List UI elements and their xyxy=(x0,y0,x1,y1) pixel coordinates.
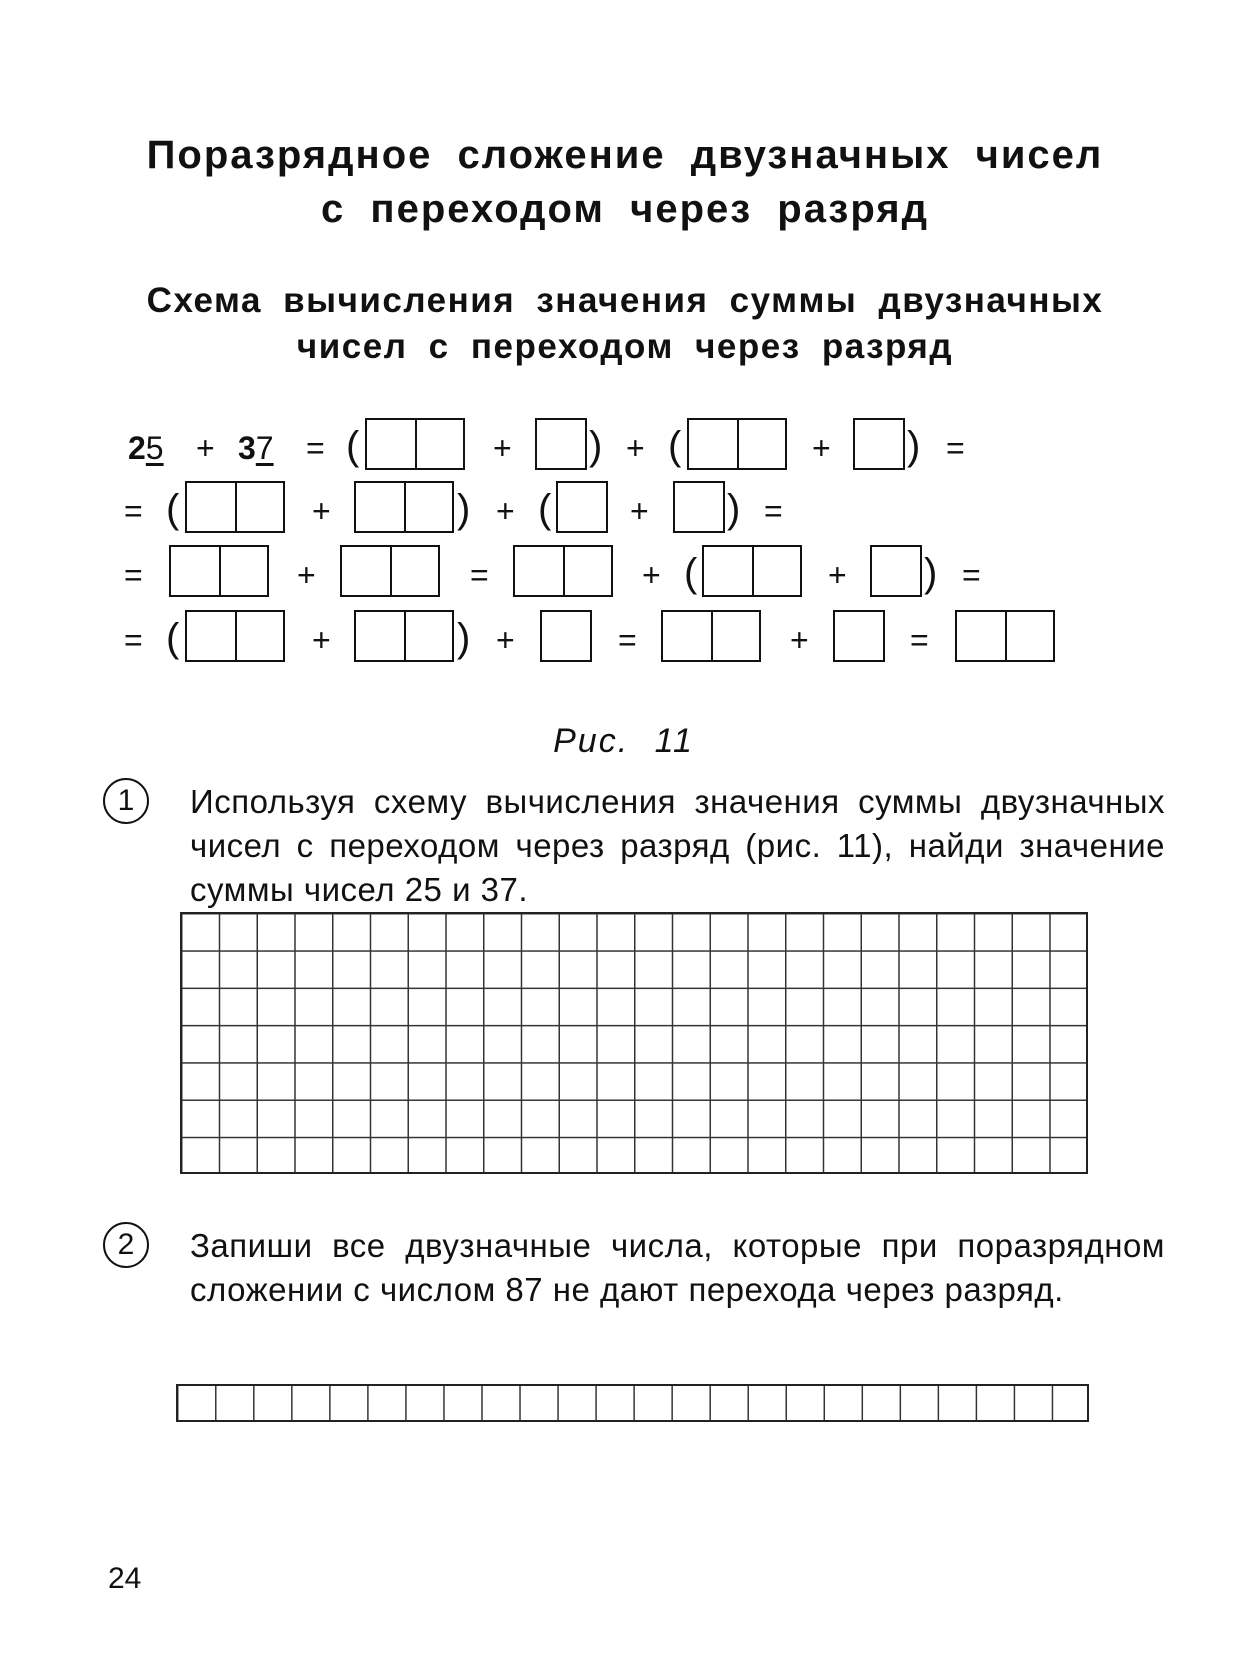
answer-box-two-digit[interactable] xyxy=(169,545,269,597)
open-paren: ( xyxy=(684,551,698,595)
answer-box-two-digit[interactable] xyxy=(513,545,613,597)
answer-box-one-digit[interactable] xyxy=(540,610,592,662)
first-number xyxy=(128,428,164,468)
answer-box-two-digit[interactable] xyxy=(661,610,761,662)
plus-sign: + xyxy=(812,430,831,466)
final-answer-box[interactable] xyxy=(955,610,1055,662)
answer-box-two-digit[interactable] xyxy=(185,610,285,662)
answer-box-one-digit[interactable] xyxy=(833,610,885,662)
plus-sign: + xyxy=(626,430,645,466)
plus-sign: + xyxy=(642,557,661,593)
plus-sign: + xyxy=(828,557,847,593)
plus-sign: + xyxy=(496,622,515,658)
open-paren: ( xyxy=(346,424,360,468)
answer-box-two-digit[interactable] xyxy=(354,481,454,533)
close-paren: ) xyxy=(907,424,921,468)
plus-sign: + xyxy=(196,430,215,466)
answer-grid[interactable] xyxy=(180,912,1088,1174)
equals-sign: = xyxy=(910,622,929,658)
answer-strip[interactable] xyxy=(176,1384,1089,1422)
open-paren: ( xyxy=(538,487,552,531)
open-paren: ( xyxy=(166,487,180,531)
first-number-tens: 2 xyxy=(128,430,146,466)
task-2-text: Запиши все двузначные числа, которые при поразрядном сложении с числом 87 не дают перехода через разряд. xyxy=(190,1227,1165,1308)
equals-sign: = xyxy=(946,430,965,466)
equals-sign: = xyxy=(124,557,143,593)
second-number xyxy=(238,428,274,468)
section-subtitle xyxy=(60,278,1190,370)
page-title-line-2: с переходом через разряд xyxy=(321,187,929,231)
task-1-text: Используя схему вычисления значения суммы двузначных чисел с переходом через разряд (рис. 11), найди значение суммы чисел 25 и 37. xyxy=(190,783,1165,908)
plus-sign: + xyxy=(297,557,316,593)
equals-sign: = xyxy=(124,493,143,529)
section-subtitle-line-2: чисел с переходом через разряд xyxy=(296,327,954,366)
answer-box-two-digit[interactable] xyxy=(340,545,440,597)
answer-box-two-digit[interactable] xyxy=(687,418,787,470)
page-title-line-1: Поразрядное сложение двузначных чисел xyxy=(146,133,1104,177)
answer-box-one-digit[interactable] xyxy=(853,418,905,470)
answer-box-one-digit[interactable] xyxy=(870,545,922,597)
close-paren: ) xyxy=(457,487,471,531)
close-paren: ) xyxy=(589,424,603,468)
second-number-units: 7 xyxy=(255,430,274,466)
page-title xyxy=(60,128,1190,236)
section-subtitle-line-1: Схема вычисления значения суммы двузначных xyxy=(146,281,1104,320)
plus-sign: + xyxy=(496,493,515,529)
task-number-badge: 1 xyxy=(103,778,149,824)
task-number-badge: 2 xyxy=(103,1222,149,1268)
second-number-tens: 3 xyxy=(238,430,256,466)
answer-box-one-digit[interactable] xyxy=(556,481,608,533)
plus-sign: + xyxy=(312,622,331,658)
equals-sign: = xyxy=(962,557,981,593)
plus-sign: + xyxy=(312,493,331,529)
answer-box-two-digit[interactable] xyxy=(354,610,454,662)
equals-sign: = xyxy=(470,557,489,593)
answer-box-two-digit[interactable] xyxy=(702,545,802,597)
equals-sign: = xyxy=(306,430,325,466)
figure-caption: Рис. 11 xyxy=(553,722,694,760)
answer-box-one-digit[interactable] xyxy=(673,481,725,533)
answer-box-two-digit[interactable] xyxy=(185,481,285,533)
equals-sign: = xyxy=(124,622,143,658)
close-paren: ) xyxy=(924,551,938,595)
answer-box-one-digit[interactable] xyxy=(535,418,587,470)
plus-sign: + xyxy=(493,430,512,466)
open-paren: ( xyxy=(668,424,682,468)
close-paren: ) xyxy=(457,616,471,660)
equals-sign: = xyxy=(618,622,637,658)
close-paren: ) xyxy=(727,487,741,531)
plus-sign: + xyxy=(790,622,809,658)
first-number-units: 5 xyxy=(145,430,164,466)
open-paren: ( xyxy=(166,616,180,660)
answer-box-two-digit[interactable] xyxy=(365,418,465,470)
plus-sign: + xyxy=(630,493,649,529)
page-number: 24 xyxy=(108,1562,142,1595)
equals-sign: = xyxy=(764,493,783,529)
